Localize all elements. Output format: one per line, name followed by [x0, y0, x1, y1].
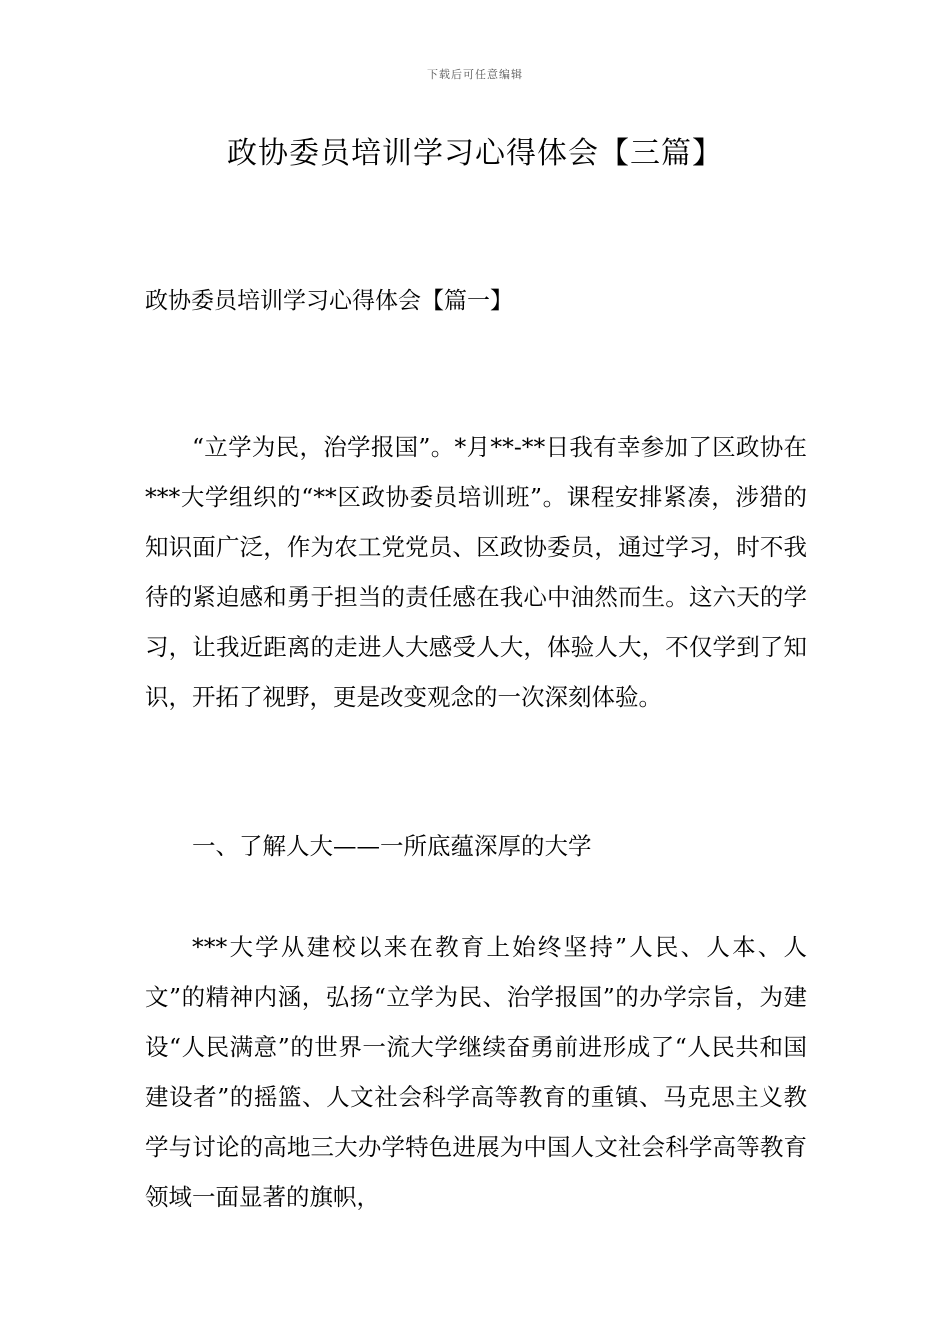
subheading-1: 一、了解人大——一所底蕴深厚的大学 [192, 832, 592, 860]
section-title: 政协委员培训学习心得体会【篇一】 [145, 288, 513, 314]
paragraph-intro: “立学为民，治学报国”。*月**-**日我有幸参加了区政协在***大学组织的“**区政协委员培训班”。课程安排紧凑，涉猎的知识面广泛，作为农工党党员、区政协委员，通过学习，时不我待的紧迫感和勇于担当的责任感在我心中油然而生。这六天的学习，让我近距离的走进人大感受人大，体验人大，不仅学到了知识，开拓了视野，更是改变观念的一次深刻体验。 [145, 433, 807, 711]
paragraph-university: ***大学从建校以来在教育上始终坚持”人民、人本、人文”的精神内涵，弘扬“立学为民、治学报国”的办学宗旨，为建设“人民满意”的世界一流大学继续奋勇前进形成了“人民共和国建设者”的摇篮、人文社会科学高等教育的重镇、马克思主义教学与讨论的高地三大办学特色进展为中国人文社会科学高等教育领域一面显著的旗帜， [145, 933, 807, 1211]
header-note: 下载后可任意编辑 [427, 68, 523, 81]
document-title: 政协委员培训学习心得体会【三篇】 [227, 136, 723, 171]
